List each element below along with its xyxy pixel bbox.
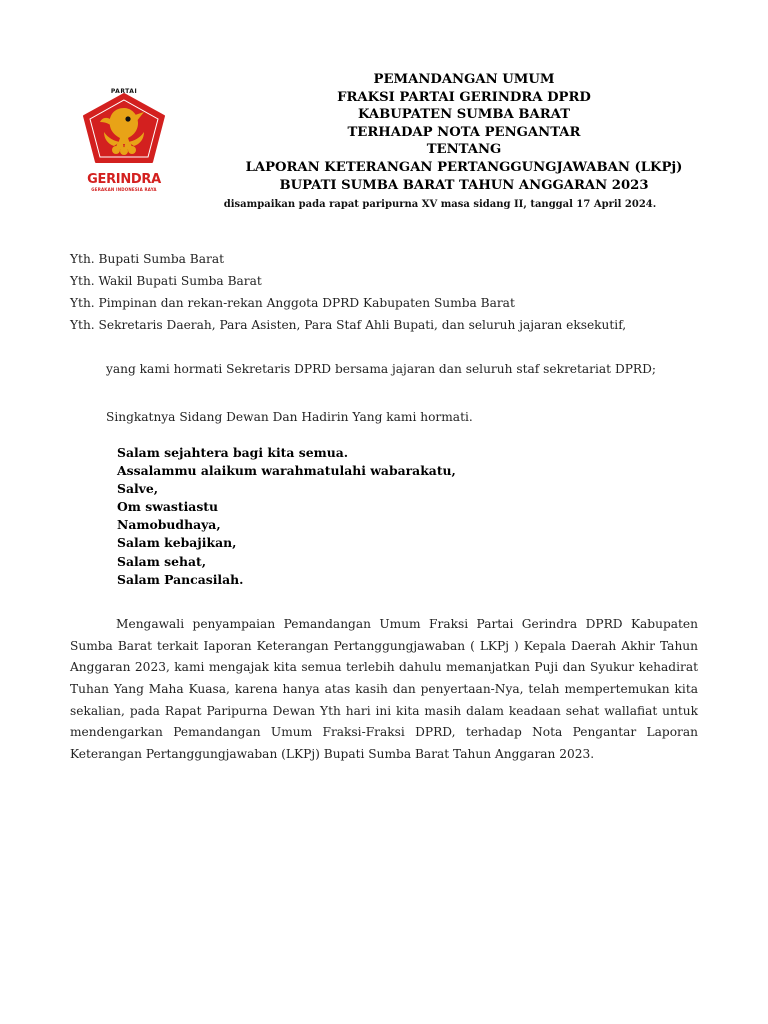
logo-party-name: GERINDRA	[87, 172, 161, 187]
title-line: TENTANG	[426, 142, 502, 158]
greeting-line: Singkatnya Sidang Dewan Dan Hadirin Yang kami hormati.	[106, 410, 473, 424]
greeting-item: Om swastiastu	[117, 499, 219, 515]
greeting-item: Salam Pancasilah.	[117, 571, 244, 587]
greetings-list	[117, 444, 456, 589]
document-subtitle: disampaikan pada rapat paripurna XV masa sidang II, tanggal 17 April 2024.	[223, 199, 657, 210]
title-line: KABUPATEN SUMBA BARAT	[357, 107, 571, 123]
salutation-line: Yth. Wakil Bupati Sumba Barat	[70, 274, 262, 288]
greeting-item: Assalammu alaikum warahmatulahi wabarakatu,	[117, 463, 456, 479]
greeting-item: Salam sehat,	[117, 553, 207, 569]
title-line: LAPORAN KETERANGAN PERTANGGUNGJAWABAN (LKPj)	[245, 159, 683, 175]
logo-tagline: GERAKAN INDONESIA RAYA	[91, 187, 157, 192]
title-line: TERHADAP NOTA PENGANTAR	[347, 124, 581, 140]
salutation-line: Yth. Sekretaris Daerah, Para Asisten, Para Staf Ahli Bupati, dan seluruh jajaran eksekutif,	[70, 318, 627, 332]
salutation-line: yang kami hormati Sekretaris DPRD bersama jajaran dan seluruh staf sekretariat DPRD;	[106, 362, 656, 376]
greeting-item: Salve,	[117, 481, 159, 497]
salutation-line: Yth. Pimpinan dan rekan-rekan Anggota DPRD Kabupaten Sumba Barat	[70, 296, 515, 310]
greeting-item: Salam sejahtera bagi kita semua.	[117, 445, 349, 460]
document-title	[180, 71, 748, 194]
body-paragraph: Mengawali penyampaian Pemandangan Umum Fraksi Partai Gerindra DPRD Kabupaten Sumba Barat terkait Iaporan Keterangan Pertanggungjawaban ( LKPj ) Kepala Daerah Akhir Tahun Anggaran 2023, kami mengajak kita semua terlebih dahulu memanjatkan Puji dan Syukur kehadirat Tuhan Yang Maha Kuasa, karena hanya atas kasih dan penyertaan-Nya, telah mempertemukan kita sekalian, pada Rapat Paripurna Dewan Yth hari ini kita masih dalam keadaan sehat wallafiat untuk mendengarkan Pemandangan Umum Fraksi-Fraksi DPRD, terhadap Nota Pengantar Laporan Keterangan Pertanggungjawaban (LKPj) Bupati Sumba Barat Tahun Anggaran 2023.	[70, 617, 698, 761]
greeting-item: Salam kebajikan,	[117, 535, 237, 551]
title-line: BUPATI SUMBA BARAT TAHUN ANGGARAN 2023	[279, 177, 649, 193]
garuda-emblem-icon	[74, 86, 174, 172]
greeting-item: Namobudhaya,	[117, 517, 221, 533]
logo-top-text: PARTAI	[110, 88, 138, 95]
gerindra-logo	[74, 86, 174, 194]
title-line: FRAKSI PARTAI GERINDRA DPRD	[337, 89, 591, 105]
title-line: PEMANDANGAN UMUM	[373, 72, 555, 87]
salutation-line: Yth. Bupati Sumba Barat	[70, 252, 224, 266]
